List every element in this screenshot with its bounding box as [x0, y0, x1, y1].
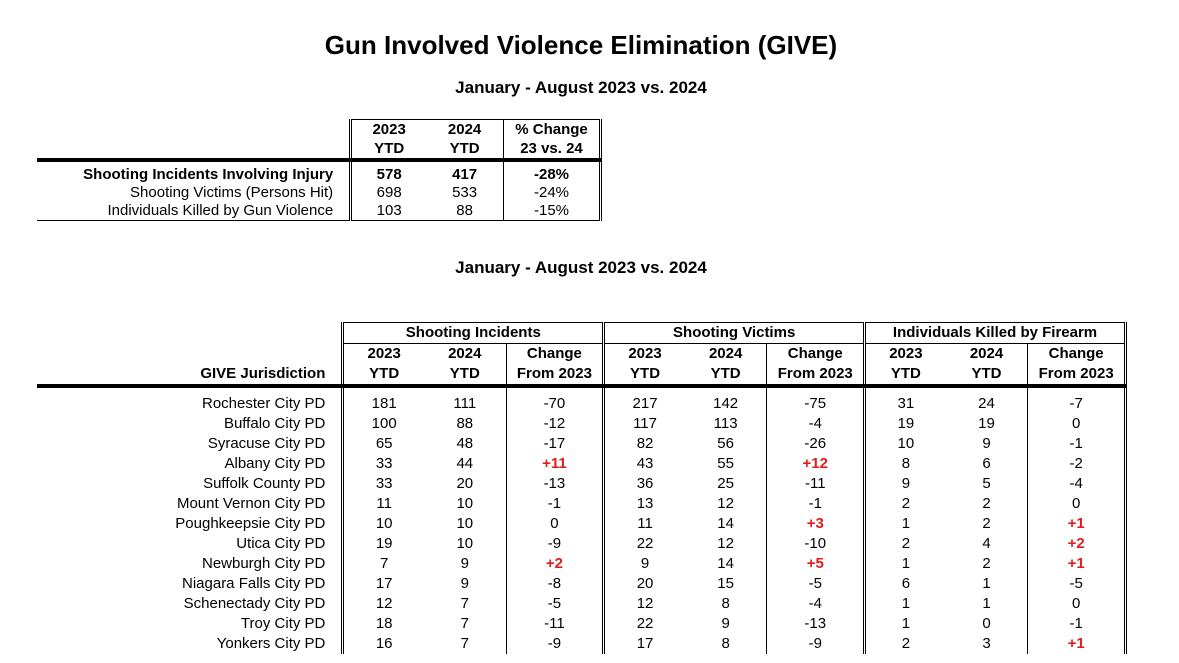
cell-ik-2023: 19 — [865, 414, 946, 434]
col-ik-2023: 2023 — [865, 344, 946, 365]
cell-ik-2024: 2 — [982, 495, 991, 512]
summary-row-label: Shooting Victims (Persons Hit) — [130, 184, 334, 201]
cell-si-2023: 100 — [343, 414, 424, 434]
table-row — [37, 414, 1126, 434]
cell-ik-2024: 5 — [982, 475, 991, 492]
col-ik-change: Change — [1028, 344, 1126, 365]
cell-sv-2023: 217 — [604, 394, 685, 414]
cell-sv-2024: 12 — [717, 495, 734, 512]
jurisdiction-name: Albany City PD — [224, 455, 326, 472]
summary-table — [37, 119, 602, 221]
cell-ik-2024: 24 — [978, 395, 995, 412]
column-header-row-1 — [37, 344, 1126, 365]
cell-ik-change: -7 — [1028, 394, 1126, 414]
summary-subtitle: January - August 2023 vs. 2024 — [455, 78, 707, 97]
cell-si-change: -5 — [506, 594, 604, 614]
cell-si-2024: 9 — [460, 555, 469, 572]
page-title: Gun Involved Violence Elimination (GIVE) — [324, 30, 838, 60]
summary-row-label: Shooting Incidents Involving Injury — [83, 166, 334, 183]
cell-sv-2023: 82 — [604, 434, 685, 454]
cell-sv-2024: 25 — [717, 475, 734, 492]
cell-ik-2023: 6 — [865, 574, 946, 594]
cell-sv-2024: 8 — [721, 595, 730, 612]
cell-ik-change: 0 — [1028, 594, 1126, 614]
cell-ik-change: -2 — [1028, 454, 1126, 474]
cell-ik-2024: 1 — [982, 595, 991, 612]
table-row — [37, 514, 1126, 534]
cell-ik-change: +2 — [1028, 534, 1126, 554]
cell-ik-change: -5 — [1028, 574, 1126, 594]
cell-sv-change: -10 — [767, 534, 865, 554]
summary-header-row-1 — [37, 120, 601, 140]
summary-row-2024: 417 — [452, 166, 478, 183]
cell-si-2024: 44 — [456, 455, 474, 472]
jurisdiction-name: Poughkeepsie City PD — [175, 515, 326, 532]
summary-row-2024: 533 — [452, 184, 478, 201]
jurisdiction-name: Newburgh City PD — [201, 555, 326, 572]
jurisdiction-label-header: GIVE Jurisdiction — [37, 364, 343, 386]
cell-ik-2023: 2 — [865, 494, 946, 514]
table-row — [37, 394, 1126, 414]
col-si-change: Change — [506, 344, 604, 365]
cell-ik-2023: 1 — [865, 594, 946, 614]
summary-row-change: -15% — [504, 202, 601, 221]
jurisdiction-table — [37, 322, 1127, 654]
cell-sv-2024: 12 — [717, 535, 734, 552]
cell-sv-2023: 17 — [604, 634, 685, 654]
cell-si-2024: 48 — [456, 435, 474, 452]
col-si-change-from: From 2023 — [506, 364, 604, 386]
cell-sv-change: -4 — [767, 594, 865, 614]
summary-row — [37, 166, 601, 184]
cell-sv-2023: 22 — [604, 534, 685, 554]
jurisdiction-name: Mount Vernon City PD — [176, 495, 326, 512]
summary-header-2024-ytd: YTD — [426, 139, 503, 160]
cell-si-2023: 16 — [343, 634, 424, 654]
cell-ik-2024: 2 — [982, 515, 991, 532]
cell-sv-change: -75 — [767, 394, 865, 414]
cell-sv-change: -11 — [767, 474, 865, 494]
cell-ik-2024: 4 — [982, 535, 991, 552]
cell-ik-2024: 2 — [982, 555, 991, 572]
cell-si-2024: 20 — [456, 475, 474, 492]
group-shooting-incidents: Shooting Incidents — [343, 323, 604, 344]
cell-si-2024: 88 — [456, 415, 474, 432]
jurisdiction-subtitle: January - August 2023 vs. 2024 — [455, 258, 707, 277]
table-row — [37, 534, 1126, 554]
cell-si-2023: 19 — [343, 534, 424, 554]
cell-ik-2024: 19 — [978, 415, 995, 432]
summary-row-2024: 88 — [426, 202, 503, 221]
cell-ik-change: -1 — [1028, 434, 1126, 454]
cell-sv-change: +5 — [767, 554, 865, 574]
cell-sv-2024: 9 — [721, 615, 730, 632]
summary-header-blank — [37, 120, 351, 140]
cell-si-change: +2 — [506, 554, 604, 574]
jurisdiction-name: Utica City PD — [236, 535, 326, 552]
table-row — [37, 454, 1126, 474]
summary-row-label: Individuals Killed by Gun Violence — [37, 202, 351, 221]
jurisdiction-name: Buffalo City PD — [223, 415, 326, 432]
cell-si-change: -1 — [506, 494, 604, 514]
cell-si-2023: 7 — [343, 554, 424, 574]
cell-ik-2023: 9 — [865, 474, 946, 494]
cell-ik-2023: 2 — [865, 534, 946, 554]
col-sv-change-from: From 2023 — [767, 364, 865, 386]
cell-si-2023: 33 — [343, 454, 424, 474]
summary-row-2023: 578 — [351, 166, 426, 184]
col-sv-2023: 2023 — [604, 344, 685, 365]
table-row — [37, 554, 1126, 574]
cell-sv-2024: 142 — [713, 395, 739, 412]
jurisdiction-rows — [37, 394, 1126, 654]
summary-header-blank — [37, 139, 351, 160]
cell-si-2024: 7 — [460, 635, 469, 652]
cell-sv-2023: 20 — [604, 574, 685, 594]
group-header-row — [37, 323, 1126, 344]
cell-ik-change: +1 — [1028, 514, 1126, 534]
summary-row-2023: 698 — [351, 184, 426, 202]
cell-ik-2024: 1 — [982, 575, 991, 592]
cell-ik-2024: 3 — [982, 635, 991, 652]
jurisdiction-name: Syracuse City PD — [207, 435, 326, 452]
group-shooting-victims: Shooting Victims — [604, 323, 865, 344]
cell-sv-2024: 15 — [717, 575, 734, 592]
col-si-2023: 2023 — [343, 344, 424, 365]
summary-row-2023: 103 — [351, 202, 426, 221]
cell-sv-change: -1 — [767, 494, 865, 514]
cell-sv-2023: 11 — [604, 514, 685, 534]
cell-si-2024: 7 — [460, 615, 469, 632]
cell-si-change: -12 — [506, 414, 604, 434]
cell-sv-change: -4 — [767, 414, 865, 434]
cell-si-2023: 65 — [343, 434, 424, 454]
col-ik-2024-ytd: YTD — [946, 364, 1028, 386]
cell-si-change: -8 — [506, 574, 604, 594]
summary-row-change: -28% — [504, 166, 601, 184]
cell-si-change: -11 — [506, 614, 604, 634]
table-row — [37, 474, 1126, 494]
cell-sv-2024: 113 — [713, 415, 738, 432]
cell-ik-2023: 2 — [865, 634, 946, 654]
col-ik-2023-ytd: YTD — [865, 364, 946, 386]
cell-sv-2024: 56 — [717, 435, 734, 452]
cell-sv-change: -5 — [767, 574, 865, 594]
jurisdiction-name: Suffolk County PD — [203, 475, 326, 492]
cell-sv-2023: 36 — [604, 474, 685, 494]
cell-si-2023: 11 — [343, 494, 424, 514]
cell-si-2023: 181 — [343, 394, 424, 414]
cell-sv-change: -13 — [767, 614, 865, 634]
cell-si-2023: 12 — [343, 594, 424, 614]
cell-sv-2024: 55 — [717, 455, 734, 472]
table-row — [37, 614, 1126, 634]
summary-header-2023-ytd: YTD — [351, 139, 426, 160]
cell-ik-2023: 10 — [865, 434, 946, 454]
cell-ik-change: -4 — [1028, 474, 1126, 494]
table-row — [37, 434, 1126, 454]
col-si-2024-ytd: YTD — [424, 364, 506, 386]
cell-sv-2023: 13 — [604, 494, 685, 514]
cell-ik-2023: 1 — [865, 554, 946, 574]
summary-header-2024: 2024 — [426, 120, 503, 140]
cell-ik-2024: 0 — [982, 615, 991, 632]
cell-si-2023: 18 — [343, 614, 424, 634]
cell-si-2023: 10 — [343, 514, 424, 534]
summary-row — [37, 202, 601, 221]
summary-header-row-2 — [37, 139, 601, 160]
table-row — [37, 634, 1126, 654]
cell-sv-change: -9 — [767, 634, 865, 654]
cell-sv-2023: 43 — [604, 454, 685, 474]
cell-si-change: -17 — [506, 434, 604, 454]
cell-si-2024: 9 — [460, 575, 469, 592]
cell-si-change: -13 — [506, 474, 604, 494]
cell-ik-2023: 1 — [865, 514, 946, 534]
table-row — [37, 494, 1126, 514]
cell-si-2023: 33 — [343, 474, 424, 494]
cell-ik-2023: 31 — [865, 394, 946, 414]
cell-si-change: 0 — [506, 514, 604, 534]
table-row — [37, 574, 1126, 594]
col-sv-2024-ytd: YTD — [685, 364, 767, 386]
cell-sv-2024: 14 — [717, 515, 734, 532]
cell-si-2024: 7 — [460, 595, 469, 612]
cell-sv-2023: 12 — [604, 594, 685, 614]
cell-si-2024: 10 — [456, 495, 474, 512]
cell-ik-2024: 9 — [982, 435, 991, 452]
cell-ik-2024: 6 — [982, 455, 991, 472]
col-sv-2024: 2024 — [708, 345, 743, 362]
cell-si-change: -9 — [506, 534, 604, 554]
cell-si-2024: 10 — [456, 535, 474, 552]
cell-si-change: -70 — [506, 394, 604, 414]
jurisdiction-name: Yonkers City PD — [216, 635, 326, 652]
jurisdiction-name: Rochester City PD — [202, 395, 326, 412]
cell-sv-change: -26 — [767, 434, 865, 454]
cell-ik-2023: 1 — [865, 614, 946, 634]
cell-ik-change: +1 — [1028, 554, 1126, 574]
summary-header-2023: 2023 — [351, 120, 426, 140]
summary-header-change-sub: 23 vs. 24 — [504, 139, 601, 160]
jurisdiction-name: Troy City PD — [240, 615, 326, 632]
group-individuals-killed: Individuals Killed by Firearm — [865, 323, 1126, 344]
cell-si-2023: 17 — [343, 574, 424, 594]
summary-row-change: -24% — [504, 184, 601, 202]
jurisdiction-name: Niagara Falls City PD — [182, 575, 326, 592]
table-row — [37, 594, 1126, 614]
cell-sv-2024: 8 — [721, 635, 730, 652]
summary-header-change: % Change — [504, 120, 601, 140]
jurisdiction-name: Schenectady City PD — [183, 595, 326, 612]
cell-sv-2023: 22 — [604, 614, 685, 634]
col-sv-change: Change — [767, 344, 865, 365]
col-ik-2024: 2024 — [969, 345, 1004, 362]
cell-ik-change: -1 — [1028, 614, 1126, 634]
col-si-2024: 2024 — [448, 345, 482, 362]
cell-ik-change: 0 — [1028, 494, 1126, 514]
cell-sv-2024: 14 — [717, 555, 734, 572]
summary-row — [37, 184, 601, 202]
cell-sv-2023: 9 — [604, 554, 685, 574]
cell-sv-2023: 117 — [604, 414, 685, 434]
cell-sv-change: +3 — [767, 514, 865, 534]
cell-ik-2023: 8 — [865, 454, 946, 474]
cell-ik-change: 0 — [1028, 414, 1126, 434]
cell-si-2024: 10 — [456, 515, 474, 532]
cell-ik-change: +1 — [1028, 634, 1126, 654]
cell-si-change: +11 — [506, 454, 604, 474]
cell-si-change: -9 — [506, 634, 604, 654]
cell-sv-change: +12 — [767, 454, 865, 474]
col-si-2023-ytd: YTD — [343, 364, 424, 386]
col-ik-change-from: From 2023 — [1028, 364, 1126, 386]
cell-si-2024: 111 — [453, 395, 477, 412]
col-sv-2023-ytd: YTD — [604, 364, 685, 386]
column-header-row-2 — [37, 364, 1126, 386]
